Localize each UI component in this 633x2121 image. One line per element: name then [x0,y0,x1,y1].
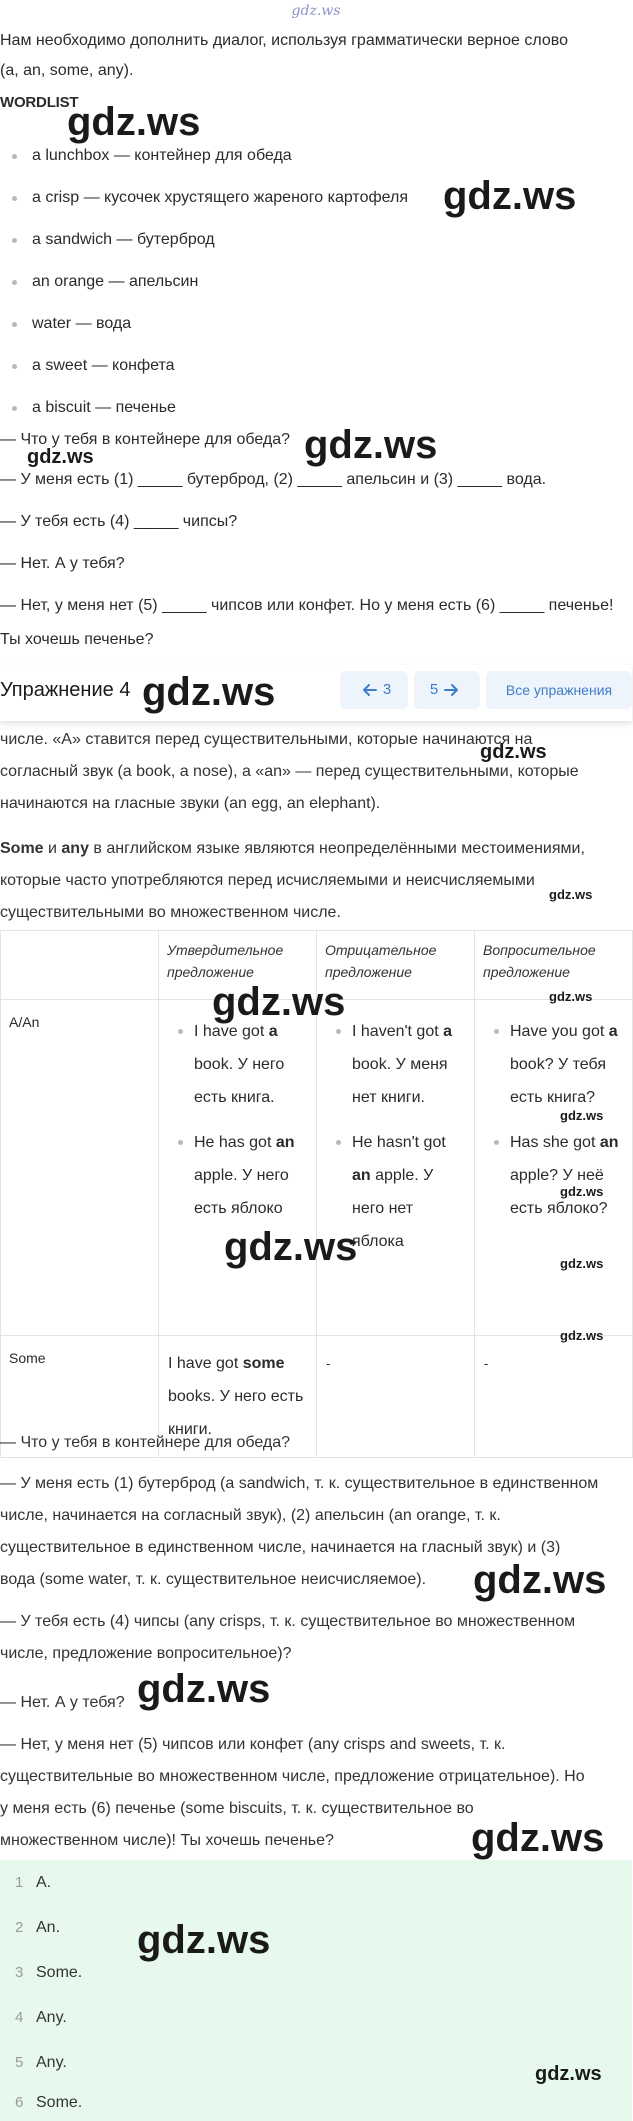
watermark: gdz.ws [471,1816,605,1860]
watermark: gdz.ws [443,174,577,218]
table-row [1,1000,633,1336]
table-cell [475,1000,633,1336]
watermark: gdz.ws [560,1184,604,1199]
empty-cell-dash: - [484,1356,489,1371]
watermark: gdz.ws [560,1256,604,1271]
watermark: gdz.ws [137,1918,271,1962]
solution-line: — Что у тебя в контейнере для обеда? [0,1434,290,1451]
solution-line: — Нет. А у тебя? [0,1694,125,1711]
exercise-title: Упражнение 4 [0,679,131,701]
dialog-line: Ты хочешь печенье? [0,631,154,648]
example-sentence: I have got a book. У него есть книга. [178,1015,307,1114]
arrow-right-icon [444,684,458,696]
explanation-line: существительными во множественном числе. [0,904,341,921]
table-header-cell: Отрицательное предложение [317,931,475,1000]
answer-number: 2 [15,1919,24,1936]
answer-number: 1 [15,1874,24,1891]
wordlist-item: a sweet — конфета [0,348,600,390]
watermark: gdz.ws [535,2063,602,2085]
explanation-line: которые часто употребляются перед исчисляемыми и неисчисляемыми [0,872,535,889]
watermark: gdz.ws [473,1558,607,1602]
dialog-line: — Что у тебя в контейнере для обеда? [0,431,290,448]
wordlist-item: a crisp — кусочек хрустящего жареного картофеля [0,180,600,222]
table-header-cell: Вопросительное предложение [475,931,633,1000]
answer-text: Any. [36,2009,67,2026]
table-header-cell: Утвердительное предложение [159,931,317,1000]
solution-line: у меня есть (6) печенье (some biscuits, т. к. существительное во [0,1800,474,1817]
wordlist-item: an orange — апельсин [0,264,600,306]
solution-line: существительные во множественном числе, предложение отрицательное). Но [0,1768,585,1785]
watermark: gdz.ws [67,100,201,144]
explanation-line [0,834,628,864]
answer-item [0,2085,632,2121]
watermark: gdz.ws [480,741,547,763]
solution-line: — У тебя есть (4) чипсы (any crisps, т. к. существительное во множественном [0,1613,576,1630]
wordlist-title: WORDLIST [0,94,79,111]
wordlist-item: water — вода [0,306,600,348]
watermark: gdz.ws [560,1328,604,1343]
answer-item [0,1860,632,1905]
answer-text: An. [36,1919,61,1936]
wordlist-item: a biscuit — печенье [0,390,600,432]
explanation-line: числе. «A» ставится перед существительными, которые начинаются на [0,731,533,748]
example-sentence: He hasn't got an apple. У него нет яблока [336,1126,465,1258]
watermark: gdz.ws [549,989,593,1004]
explanation-line: начинаются на гласные звуки (an egg, an elephant). [0,795,381,812]
explanation-text: и [43,840,62,857]
dialog-line: — Нет, у меня нет (5) _____ чипсов или конфет. Но у меня есть (6) _____ печенье! [0,597,614,614]
watermark: gdz.ws [549,887,593,902]
table-cell [159,1000,317,1336]
watermark: gdz.ws [560,1108,604,1123]
table-cell [317,1000,475,1336]
watermark: gdz.ws [142,670,276,714]
answer-text: Some. [36,2094,83,2111]
solution-line: числе, начинается на согласный звук), (2) апельсин (an orange, т. к. [0,1507,501,1524]
dialog-line: — У тебя есть (4) _____ чипсы? [0,513,238,530]
dialog-line: — У меня есть (1) _____ бутерброд, (2) _____ апельсин и (3) _____ вода. [0,471,547,488]
solution-line: — Нет, у меня нет (5) чипсов или конфет (any crisps and sweets, т. к. [0,1736,506,1753]
example-sentence: Has she got an apple? У неё есть яблоко? [494,1126,623,1225]
watermark: gdz.ws [137,1667,271,1711]
answer-number: 5 [15,2054,24,2071]
explanation-text: в английском языке являются неопределёнными местоимениями, [88,840,585,857]
site-logo[interactable]: gdz.ws [291,3,341,19]
all-exercises-button[interactable]: Все упражнения [486,671,632,709]
example-sentence: Have you got a book? У тебя есть книга? [494,1015,623,1114]
answer-number: 4 [15,2009,24,2026]
keyword-some: Some [0,840,44,857]
answer-item [0,1950,632,1995]
watermark: gdz.ws [27,446,94,468]
solution-line: множественном числе)! Ты хочешь печенье? [0,1832,334,1849]
explanation-line: согласный звук (a book, a nose), а «an» — перед существительными, которые [0,763,579,780]
watermark: gdz.ws [212,980,346,1024]
wordlist-item: a sandwich — бутерброд [0,222,600,264]
empty-cell-dash: - [326,1356,331,1371]
task-intro-line-2: (a, an, some, any). [0,62,134,79]
wordlist-item: a lunchbox — контейнер для обеда [0,138,600,180]
prev-exercise-label: 3 [382,681,392,698]
solution-line: существительное в единственном числе, начинается на гласный звук) и (3) [0,1539,561,1556]
next-exercise-label: 5 [429,681,439,698]
task-intro-line-1: Нам необходимо дополнить диалог, используя грамматически верное слово [0,32,568,49]
answer-item [0,1995,632,2040]
dialog-line: — Нет. А у тебя? [0,555,125,572]
example-sentence: I haven't got a book. У меня нет книги. [336,1015,465,1114]
answer-number: 6 [15,2094,24,2111]
answer-text: A. [36,1874,52,1891]
solution-line: — У меня есть (1) бутерброд (a sandwich, т. к. существительное в единственном [0,1475,599,1492]
arrow-left-icon [363,684,377,696]
next-exercise-button[interactable] [414,671,480,709]
answer-item [0,1905,632,1950]
table-row-label: A/An [1,1000,159,1336]
exercise-nav [0,665,632,721]
answer-number: 3 [15,1964,24,1981]
answer-text: Some. [36,1964,83,1981]
prev-exercise-button[interactable] [340,671,408,709]
keyword-any: any [61,840,89,857]
solution-line: числе, предложение вопросительное)? [0,1645,292,1662]
table-header-cell [1,931,159,1000]
watermark: gdz.ws [304,423,438,467]
solution-line: вода (some water, т. к. существительное неисчисляемое). [0,1571,427,1588]
watermark: gdz.ws [224,1225,358,1269]
table-row-label: Some [1,1336,159,1458]
example-sentence: I have got some books. У него есть книги. [168,1355,304,1438]
example-sentence: He has got an apple. У него есть яблоко [178,1126,307,1225]
answer-text: Any. [36,2054,67,2071]
